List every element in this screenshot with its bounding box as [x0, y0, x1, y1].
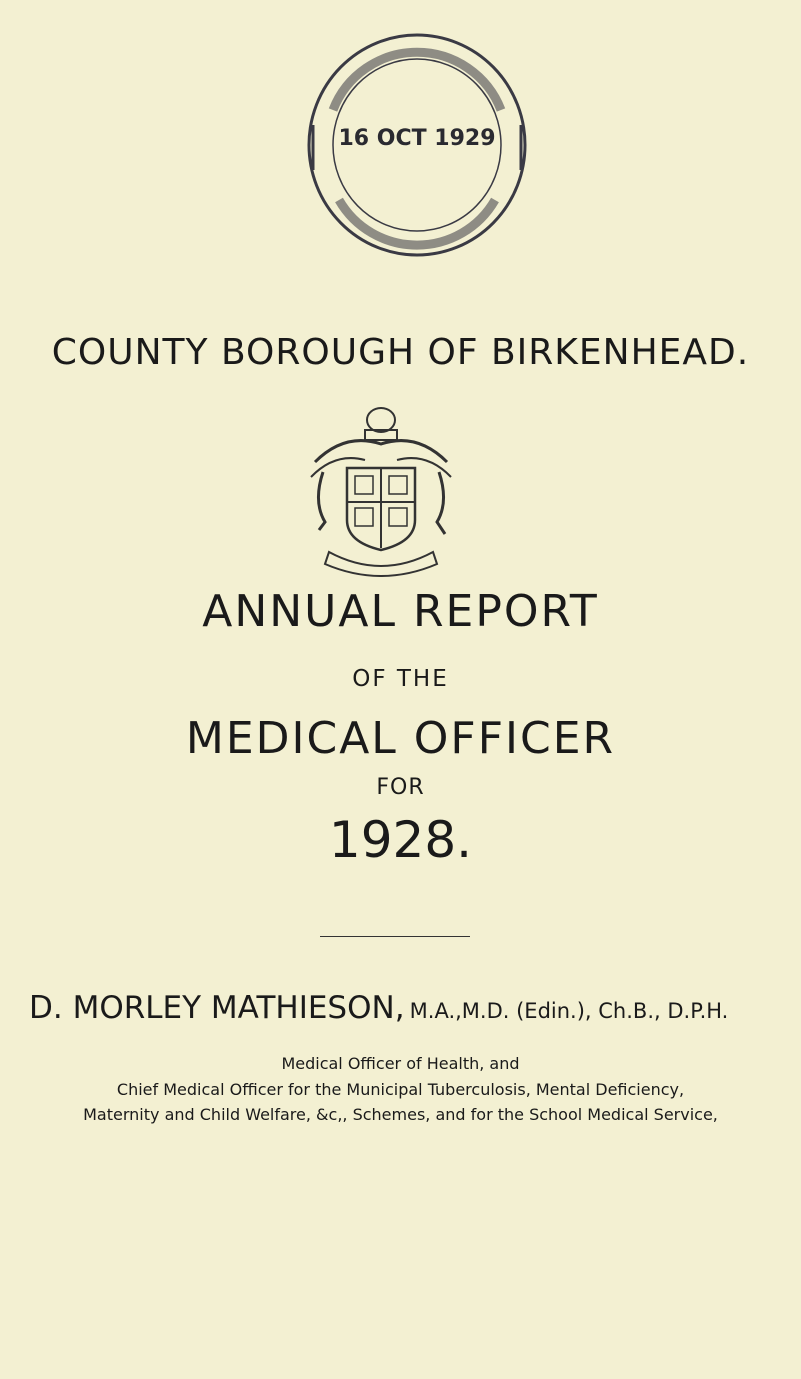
report-title-annual: ANNUAL REPORT	[202, 586, 599, 637]
role-line-1: Medical Officer of Health, and	[281, 1054, 520, 1073]
date-stamp	[303, 30, 531, 260]
county-heading: COUNTY BOROUGH OF BIRKENHEAD.	[51, 332, 750, 373]
report-title-for: FOR	[376, 775, 425, 800]
divider-rule	[320, 936, 470, 937]
author-qualifications: M.A.,M.D. (Edin.), Ch.B., D.P.H.	[409, 999, 729, 1023]
coat-of-arms	[305, 402, 457, 577]
report-year: 1928.	[328, 811, 473, 869]
role-line-3: Maternity and Child Welfare, &c,, Schemes, and for the School Medical Service,	[83, 1105, 718, 1124]
role-line-2: Chief Medical Officer for the Municipal Tuberculosis, Mental Deficiency,	[116, 1080, 685, 1099]
report-title-medical-officer: MEDICAL OFFICER	[185, 713, 616, 764]
coat-of-arms-icon	[305, 402, 457, 577]
author-name: D. MORLEY MATHIESON,	[29, 990, 405, 1026]
stamp-date: 16 OCT 1929	[338, 126, 496, 151]
report-title-of-the: OF THE	[352, 666, 449, 692]
author-line	[29, 990, 789, 1026]
